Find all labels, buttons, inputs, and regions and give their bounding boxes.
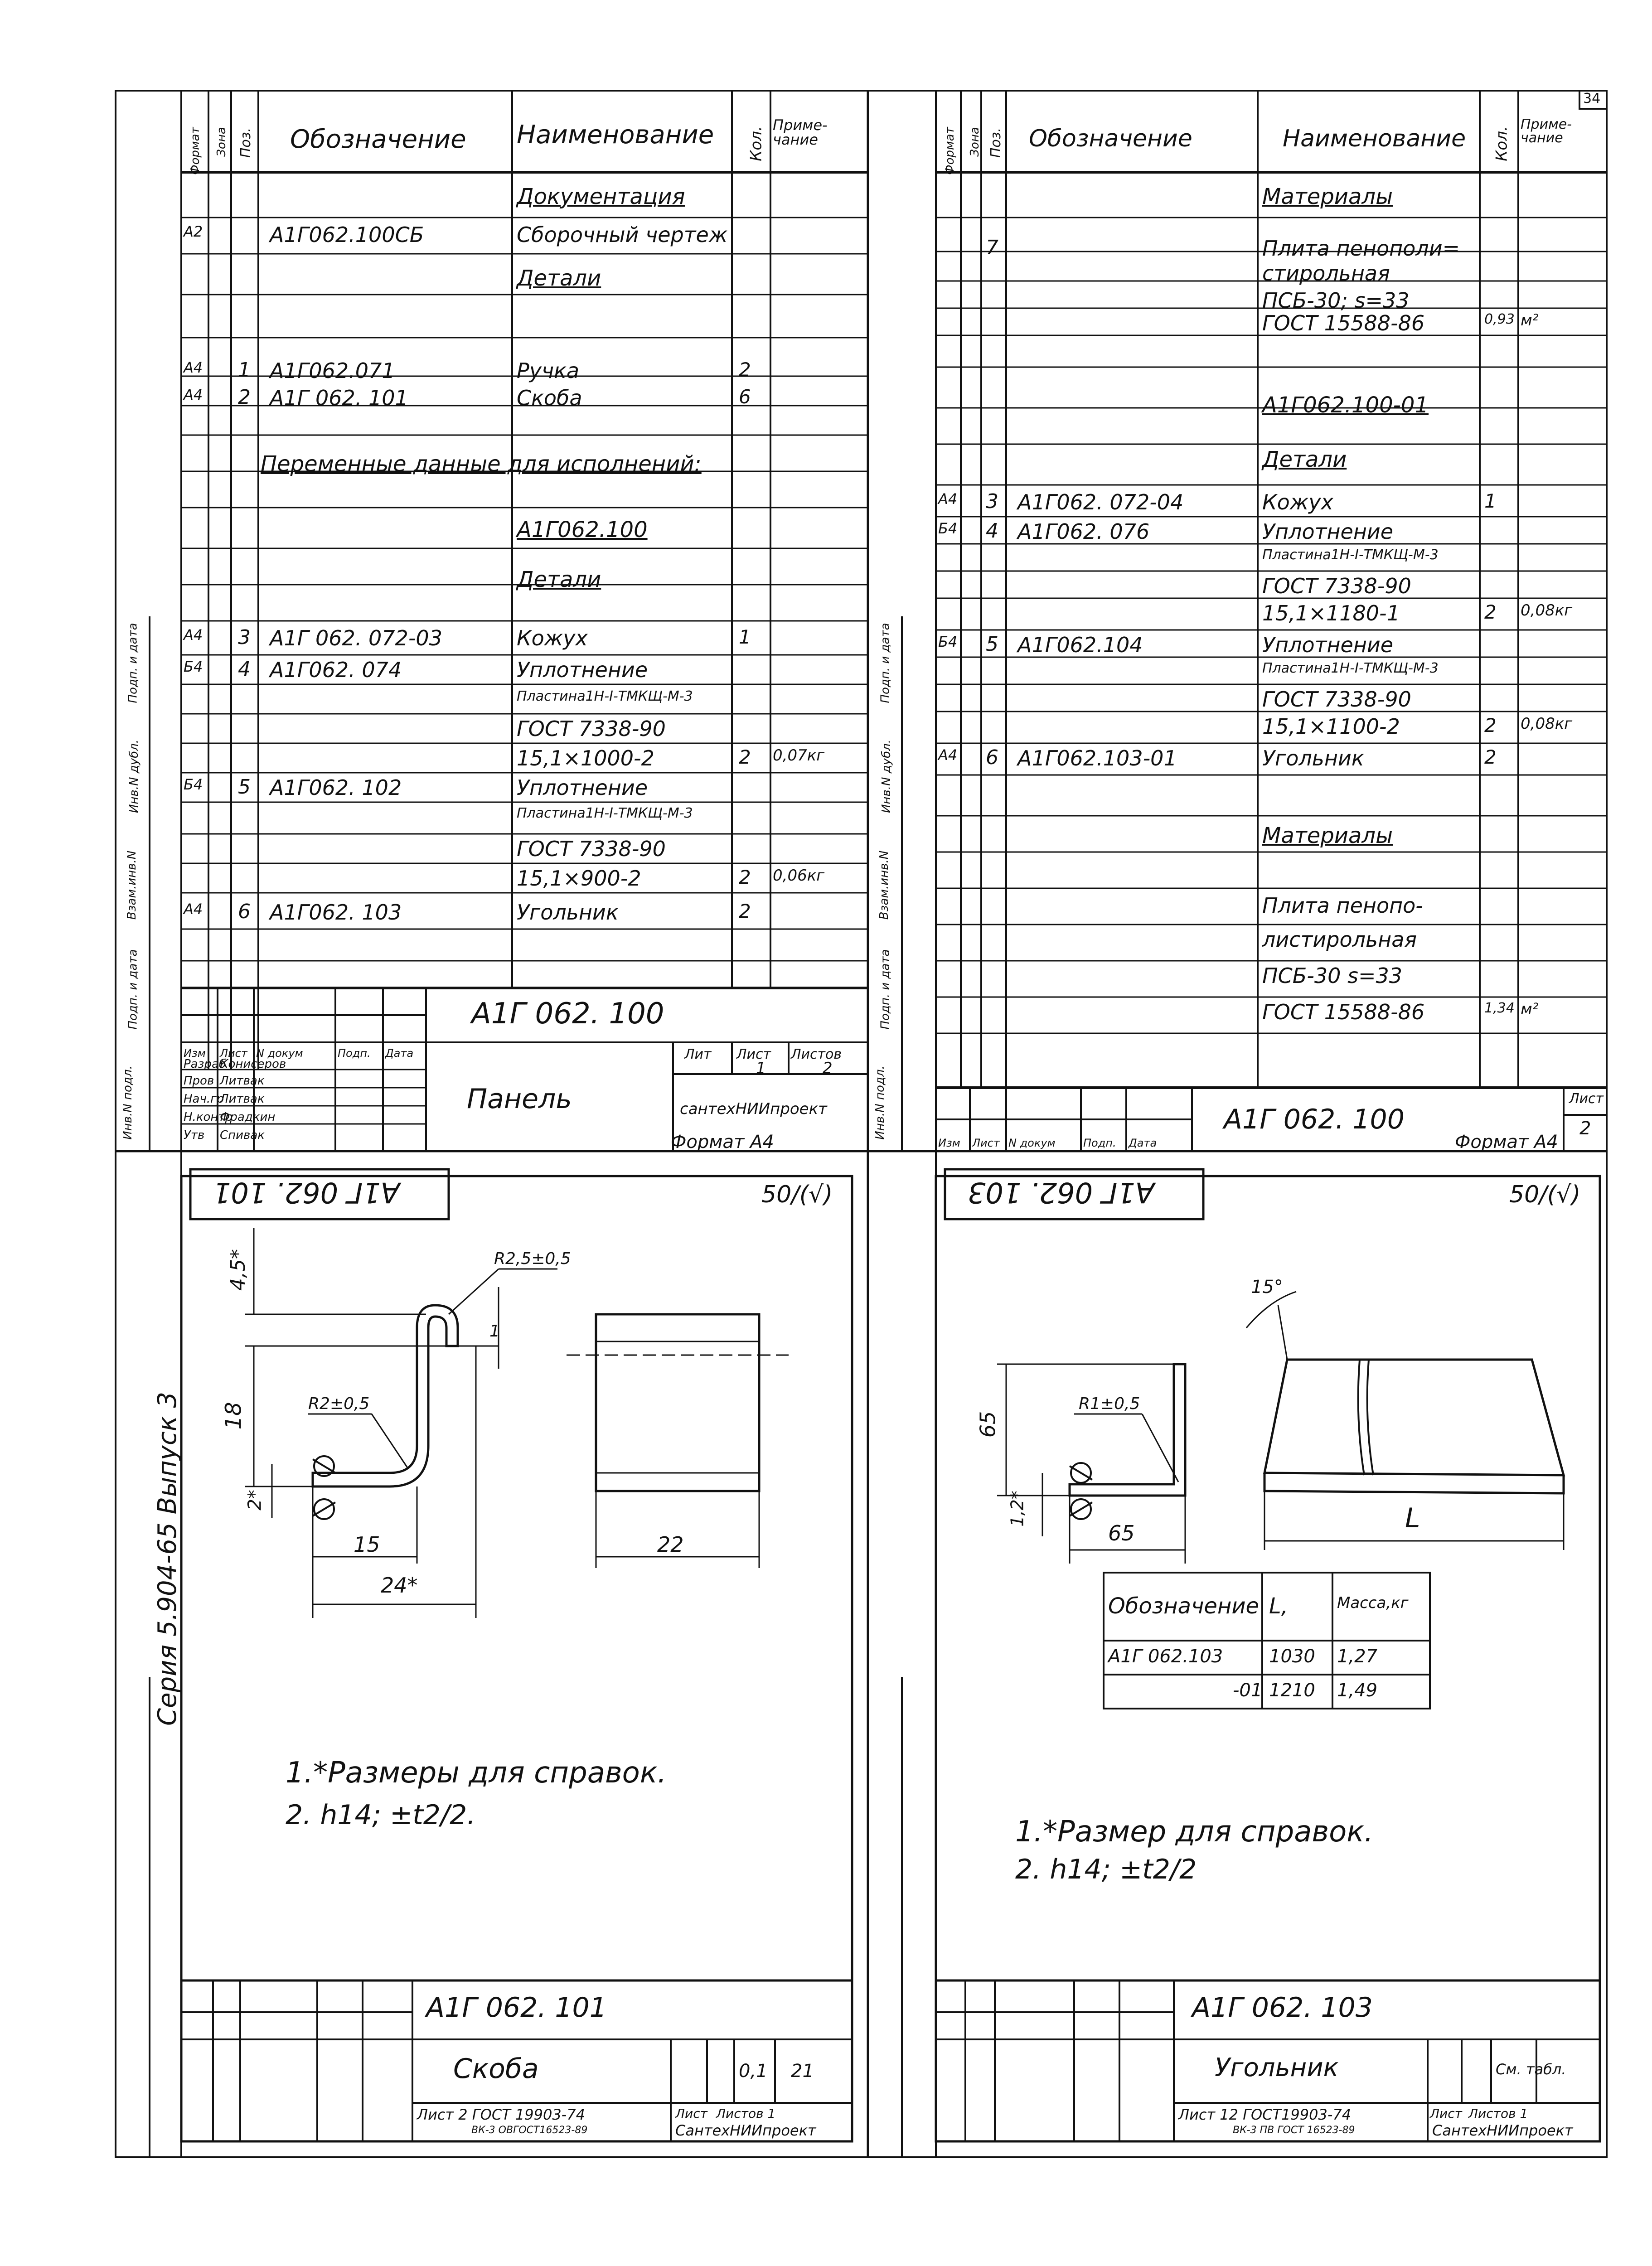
stamp-header: N докум [256, 1047, 303, 1060]
row-name: Плита пенополи= [1262, 236, 1460, 261]
row-designation: А1Г062. 074 [270, 658, 402, 682]
side-label-inv-dubl-2: Инв.N дубл. [880, 739, 894, 813]
row-format: А4 [938, 490, 958, 508]
role-person: Литвак [220, 1074, 265, 1088]
header-name: Наименование [517, 120, 714, 150]
stamp-header: Подп. [1083, 1137, 1116, 1149]
side-label-inv-podl-2: Инв.N подл. [873, 1065, 887, 1140]
row-name: листирольная [1262, 927, 1417, 952]
row-name: ГОСТ 7338-90 [517, 837, 666, 861]
row-name: ГОСТ 7338-90 [1262, 574, 1411, 598]
header-poz: Поз. [238, 127, 254, 158]
angle-drawing [997, 1292, 1564, 1564]
side-label-vzam-inv: Взам.инв.N [125, 850, 139, 920]
header-format-2: Формат [943, 127, 957, 175]
list-label-sheet4: Лист [1430, 2106, 1462, 2121]
side-label-inv-dubl: Инв.N дубл. [127, 739, 141, 813]
row-name: Пластина1Н-I-ТМКЩ-М-3 [517, 805, 693, 821]
list-label-sheet1: Лист [736, 1046, 771, 1062]
stamp-header: Изм [938, 1137, 960, 1149]
row-name: стирольная [1262, 261, 1390, 286]
row-designation: А1Г062. 103 [270, 900, 402, 925]
mass-table-cell: -01 [1233, 1680, 1263, 1701]
header-note: Приме-чание [773, 116, 828, 148]
row-pos: 3 [986, 490, 998, 513]
row-name: 15,1×1180-1 [1262, 601, 1400, 625]
section-heading: Детали [517, 266, 601, 291]
dim-L: L [1405, 1502, 1420, 1534]
list-val-sheet2: 2 [1579, 1118, 1591, 1139]
listov-label-sheet1: Листов [791, 1046, 842, 1062]
list-num-sheet3: 0,1 [739, 2061, 768, 2082]
role-person: Конисеров [220, 1057, 286, 1071]
row-pos: 4 [238, 658, 251, 681]
row-note: 0,07кг [773, 746, 825, 765]
code-box-sheet3: А1Г 062. 101 [213, 1176, 400, 1209]
dim-65v: 65 [975, 1411, 1000, 1438]
section-heading: Документация [517, 184, 685, 209]
dim-15: 15 [354, 1532, 380, 1557]
row-name: Уплотнение [1262, 633, 1394, 657]
row-pos: 3 [238, 626, 251, 649]
side-label-podp-data2-2: Подп. и дата [878, 623, 892, 703]
header-name-2: Наименование [1283, 125, 1466, 152]
dim-24: 24* [381, 1573, 418, 1598]
stamp-header: N докум [1008, 1137, 1056, 1149]
dim-22: 22 [657, 1532, 684, 1557]
dim-45: 4,5* [226, 1249, 250, 1291]
stamp-header: Лист [220, 1047, 247, 1060]
format-sheet2: Формат А4 [1455, 1132, 1558, 1152]
side-label-podp-data-2: Подп. и дата [878, 949, 892, 1030]
row-format: А4 [184, 386, 203, 403]
role-label: Н.контр [184, 1110, 233, 1124]
series-label: Серия 5.904-65 Выпуск 3 [153, 1392, 182, 1726]
row-qty: 2 [739, 900, 751, 922]
row-note: м² [1521, 1000, 1539, 1018]
listov-label-sheet4: Листов 1 [1468, 2106, 1528, 2121]
side-label-podp-data2: Подп. и дата [126, 623, 140, 703]
listov-val-sheet1: 2 [823, 1059, 833, 1077]
row-name: Угольник [1262, 746, 1364, 770]
row-name: 15,1×1100-2 [1262, 714, 1400, 739]
side-label-podp-data: Подп. и дата [126, 949, 140, 1030]
row-name: ПСБ-30; s=33 [1262, 288, 1410, 313]
row-name: ГОСТ 15588-86 [1262, 1000, 1425, 1024]
row-name: Кожух [517, 626, 588, 650]
row-format: А2 [184, 223, 203, 240]
row-qty: 2 [1484, 601, 1497, 623]
note2-sheet4: 2. h14; ±t2/2 [1015, 1854, 1197, 1885]
note2-sheet3: 2. h14; ±t2/2. [286, 1799, 476, 1831]
dim-2: 2* [244, 1490, 266, 1511]
role-person: Литвак [220, 1092, 265, 1106]
row-pos: 6 [986, 746, 998, 769]
row-designation: А1Г062. 072-04 [1017, 490, 1184, 514]
row-name: ГОСТ 7338-90 [1262, 687, 1411, 712]
row-format: Б4 [938, 633, 958, 650]
row-name: ГОСТ 7338-90 [517, 717, 666, 741]
role-label: Пров [184, 1074, 214, 1088]
section-heading: Детали [517, 567, 601, 592]
title-code-sheet3: А1Г 062. 101 [426, 1992, 607, 2024]
row-qty: 2 [1484, 714, 1497, 736]
title-name-sheet1: Панель [467, 1083, 572, 1115]
row-name: Пластина1Н-I-ТМКЩ-М-3 [1262, 660, 1439, 676]
row-pos: 6 [238, 900, 251, 923]
title-name-sheet4: Угольник [1215, 2053, 1339, 2082]
row-pos: 4 [986, 519, 998, 542]
header-poz-2: Поз. [988, 127, 1004, 158]
dim-18: 18 [221, 1402, 247, 1430]
header-qty: Кол. [747, 126, 765, 161]
row-pos: 7 [986, 236, 998, 259]
row-format: А4 [184, 901, 203, 918]
row-format: Б4 [184, 776, 203, 793]
mass-table-header: Обозначение [1108, 1593, 1260, 1619]
row-pos: 1 [238, 358, 251, 382]
row-name: ГОСТ 15588-86 [1262, 311, 1425, 335]
gost2-sheet4: ВК-3 ПВ ГОСТ 16523-89 [1233, 2125, 1355, 2136]
list-val-sheet1: 1 [756, 1059, 766, 1077]
code-box-sheet4: А1Г 062. 103 [968, 1176, 1155, 1209]
listov-num-sheet3: 21 [791, 2061, 814, 2082]
row-designation: А1Г 062. 101 [270, 386, 408, 410]
gost2-sheet3: ВК-3 ОВГОСТ16523-89 [471, 2125, 588, 2136]
header-designation-2: Обозначение [1029, 125, 1192, 152]
role-person: Спивак [220, 1128, 265, 1142]
gost-sheet3: Лист 2 ГОСТ 19903-74 [417, 2106, 585, 2123]
row-name: Пластина1Н-I-ТМКЩ-М-3 [1262, 547, 1439, 563]
title-name-sheet3: Скоба [453, 2053, 539, 2085]
row-name: 15,1×900-2 [517, 866, 641, 891]
title-code-sheet4: А1Г 062. 103 [1192, 1992, 1373, 2024]
row-qty: 1 [1484, 490, 1497, 512]
row-name: Плита пенопо- [1262, 893, 1423, 918]
row-designation: А1Г062.071 [270, 358, 395, 383]
gost-sheet4: Лист 12 ГОСТ19903-74 [1178, 2106, 1352, 2123]
row-qty: 2 [739, 866, 751, 888]
note1-sheet4: 1.*Размер для справок. [1015, 1815, 1374, 1849]
lit-label-sheet1: Лит [684, 1046, 712, 1062]
stamp-header: Дата [385, 1047, 414, 1060]
org-sheet4: СантехНИИпроект [1432, 2122, 1573, 2139]
section-heading: А1Г062.100 [517, 517, 648, 542]
listov-label-sheet3: Листов 1 [716, 2106, 776, 2121]
row-format: Б4 [184, 658, 203, 675]
section-heading: А1Г062.100-01 [1262, 392, 1429, 418]
mass-table-cell: 1030 [1269, 1646, 1315, 1667]
role-label: Утв [184, 1128, 205, 1142]
header-qty-2: Кол. [1492, 126, 1511, 161]
row-name: Сборочный чертеж [517, 223, 728, 247]
roughness-sheet4: 50/(√) [1509, 1181, 1581, 1208]
row-qty: 2 [739, 358, 751, 381]
row-name: Угольник [517, 900, 619, 925]
role-person: Фрадкин [220, 1110, 276, 1124]
header-zona: Зона [214, 127, 228, 157]
row-name: Скоба [517, 386, 582, 410]
row-note: 0,08кг [1521, 601, 1573, 620]
row-name: Уплотнение [1262, 519, 1394, 544]
side-label-vzam-inv-2: Взам.инв.N [877, 850, 891, 920]
stamp-header: Лист [972, 1137, 1000, 1149]
row-designation: А1Г062.103-01 [1017, 746, 1177, 770]
row-format: А4 [184, 359, 203, 376]
title-code-sheet2: А1Г 062. 100 [1224, 1104, 1405, 1135]
row-designation: А1Г062.100СБ [270, 223, 424, 247]
row-name: 15,1×1000-2 [517, 746, 654, 770]
row-note: 0,08кг [1521, 715, 1573, 733]
stamp-header: Изм [184, 1047, 206, 1060]
row-name: Ручка [517, 358, 580, 383]
sheet-number: 34 [1583, 91, 1601, 107]
dim-r2: R2±0,5 [308, 1394, 370, 1413]
header-note-2: Приме-чание [1521, 116, 1572, 146]
mass-table-header: Масса,кг [1337, 1594, 1409, 1612]
dim-r25: R2,5±0,5 [494, 1249, 571, 1268]
row-pos: 2 [238, 386, 251, 409]
row-note: 0,06кг [773, 867, 825, 885]
row-qty: 2 [1484, 746, 1497, 768]
dim-12: 1,2* [1007, 1491, 1027, 1527]
dim-r1: R1±0,5 [1079, 1394, 1140, 1413]
row-qty: 1 [739, 626, 751, 648]
title-code-sheet1: А1Г 062. 100 [471, 997, 664, 1031]
role-label: Нач.гр [184, 1092, 224, 1106]
row-qty: 0,93 [1484, 311, 1515, 327]
header-designation: Обозначение [290, 125, 466, 154]
org-sheet3: СантехНИИпроект [675, 2122, 816, 2139]
role-label: Разраб [184, 1057, 226, 1071]
roughness-sheet3: 50/(√) [761, 1181, 833, 1208]
dim-65h: 65 [1108, 1521, 1135, 1545]
bracket-drawing [245, 1228, 789, 1618]
side-label-inv-podl: Инв.N подл. [121, 1065, 135, 1140]
stamp-header: Подп. [338, 1047, 371, 1060]
section-heading: Переменные данные для исполнений: [261, 451, 702, 477]
mass-table-cell: 1,49 [1337, 1680, 1378, 1701]
format-sheet1: Формат А4 [671, 1132, 774, 1152]
row-designation: А1Г 062. 072-03 [270, 626, 442, 650]
mass-table-header: L, [1269, 1593, 1288, 1619]
mass-table-cell: А1Г 062.103 [1108, 1646, 1223, 1667]
row-name: Уплотнение [517, 775, 648, 800]
row-name: Кожух [1262, 490, 1333, 514]
dim-15deg: 15° [1251, 1277, 1283, 1298]
header-format: Формат [188, 127, 202, 175]
row-name: Уплотнение [517, 658, 648, 682]
org-sheet1: сантехНИИпроект [680, 1100, 827, 1118]
row-qty: 2 [739, 746, 751, 768]
section-heading: Материалы [1262, 184, 1393, 209]
section-heading: Материалы [1262, 823, 1393, 848]
dim-1: 1 [489, 1322, 500, 1341]
row-format: А4 [184, 626, 203, 644]
row-format: А4 [938, 746, 958, 764]
list-note-sheet4: См. табл. [1496, 2061, 1566, 2078]
mass-table-cell: 1210 [1269, 1680, 1315, 1701]
row-pos: 5 [238, 775, 251, 799]
list-label-sheet2: Лист [1569, 1091, 1604, 1107]
row-qty: 1,34 [1484, 1000, 1515, 1016]
row-name: ПСБ-30 s=33 [1262, 964, 1403, 988]
list-label-sheet3: Лист [675, 2106, 707, 2121]
section-heading: Детали [1262, 447, 1347, 472]
header-zona-2: Зона [968, 127, 982, 157]
row-designation: А1Г062.104 [1017, 633, 1143, 657]
stamp-header: Дата [1129, 1137, 1157, 1149]
mass-table-cell: 1,27 [1337, 1646, 1378, 1667]
row-pos: 5 [986, 633, 998, 656]
row-designation: А1Г062. 076 [1017, 519, 1150, 544]
row-note: м² [1521, 311, 1539, 329]
row-qty: 6 [739, 386, 751, 408]
note1-sheet3: 1.*Размеры для справок. [286, 1756, 667, 1790]
row-designation: А1Г062. 102 [270, 775, 402, 800]
row-format: Б4 [938, 520, 958, 537]
row-name: Пластина1Н-I-ТМКЩ-М-3 [517, 688, 693, 704]
